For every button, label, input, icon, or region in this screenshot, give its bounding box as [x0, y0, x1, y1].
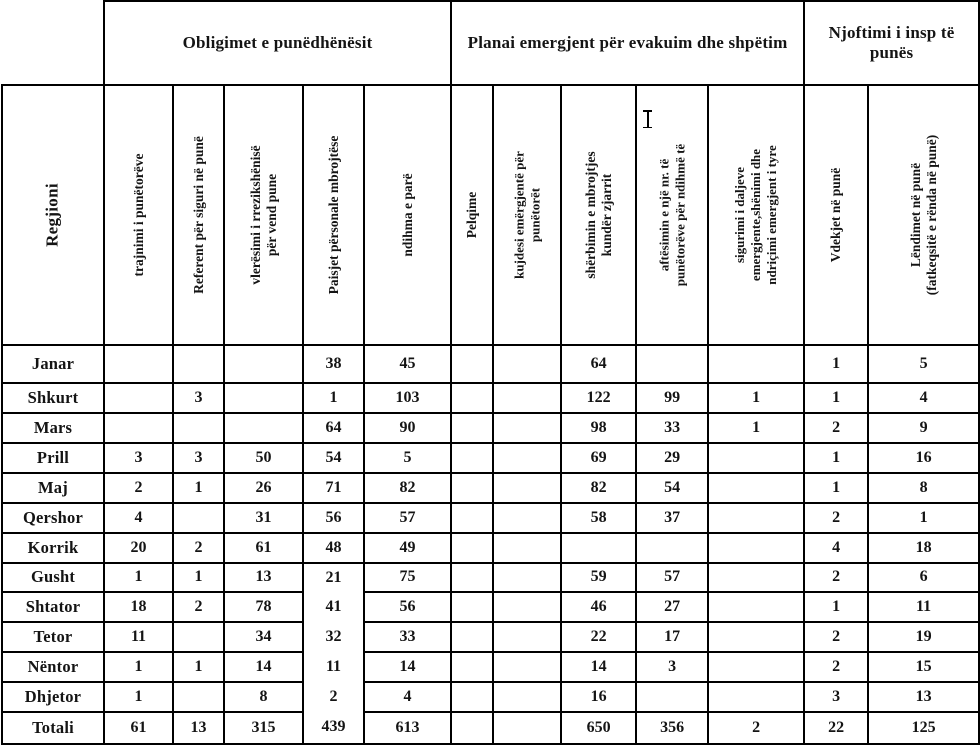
column-header-ndihma-line1: ndihma e parë — [399, 173, 415, 257]
table-cell — [493, 345, 561, 383]
table-row — [2, 682, 979, 712]
table-cell: 59 — [561, 563, 636, 593]
row-label: Prill — [2, 443, 104, 473]
row-label: Tetor — [2, 622, 104, 652]
table-cell: 46 — [561, 592, 636, 622]
column-header-referent-siguri — [173, 85, 224, 345]
table-cell: 2 — [173, 533, 224, 563]
table-row — [2, 473, 979, 503]
table-cell: 125 — [868, 712, 979, 744]
column-header-pelqime — [451, 85, 493, 345]
table-cell — [104, 345, 173, 383]
table-cell — [173, 622, 224, 652]
table-cell: 650 — [561, 712, 636, 744]
table-cell — [493, 473, 561, 503]
table-cell: 2 — [303, 682, 364, 712]
table-cell: 14 — [561, 652, 636, 682]
table-row — [2, 413, 979, 443]
table-cell — [708, 622, 804, 652]
table-cell — [224, 413, 303, 443]
table-cell: 61 — [104, 712, 173, 744]
table-cell: 13 — [224, 563, 303, 593]
table-cell: 1 — [173, 563, 224, 593]
row-label: Janar — [2, 345, 104, 383]
table-cell: 58 — [561, 503, 636, 533]
table-cell: 439 — [303, 712, 364, 744]
table-cell: 33 — [636, 413, 708, 443]
row-label: Mars — [2, 413, 104, 443]
table-cell: 1 — [104, 652, 173, 682]
row-label: Dhjetor — [2, 682, 104, 712]
table-cell: 34 — [224, 622, 303, 652]
table-cell: 32 — [303, 622, 364, 652]
row-label: Korrik — [2, 533, 104, 563]
table-cell — [451, 413, 493, 443]
table-cell: 3 — [173, 443, 224, 473]
table-cell: 8 — [224, 682, 303, 712]
table-head — [2, 1, 979, 345]
table-row — [2, 533, 979, 563]
column-header-sigurimi-line2: emergjente,shënimi dhe — [748, 148, 764, 282]
table-cell — [224, 383, 303, 413]
group-header-corner-blank — [2, 1, 104, 85]
table-row — [2, 712, 979, 744]
table-cell: 13 — [868, 682, 979, 712]
table-cell: 4 — [364, 682, 451, 712]
table-cell: 2 — [104, 473, 173, 503]
table-cell: 1 — [173, 652, 224, 682]
table-cell — [451, 503, 493, 533]
column-header-trajnimi-line1: trajnimi i punëtorëve — [130, 153, 146, 277]
table-cell: 2 — [804, 413, 868, 443]
table-cell: 19 — [868, 622, 979, 652]
column-header-paisjet-mbrojtese — [303, 85, 364, 345]
table-cell — [451, 712, 493, 744]
table-cell: 2 — [173, 592, 224, 622]
column-header-vleresimi-line1: vlerësimi i rrezikshënisë — [247, 145, 263, 285]
table-cell: 22 — [561, 622, 636, 652]
row-label: Nëntor — [2, 652, 104, 682]
table-cell: 9 — [868, 413, 979, 443]
table-cell: 98 — [561, 413, 636, 443]
table-cell: 31 — [224, 503, 303, 533]
table-cell: 37 — [636, 503, 708, 533]
table-cell: 11 — [868, 592, 979, 622]
table-cell: 82 — [364, 473, 451, 503]
table-cell: 56 — [364, 592, 451, 622]
table-cell: 78 — [224, 592, 303, 622]
table-cell: 2 — [708, 712, 804, 744]
table-cell — [104, 383, 173, 413]
table-cell: 15 — [868, 652, 979, 682]
column-header-vleresimi-line2: për vend pune — [263, 173, 279, 257]
table-cell — [451, 592, 493, 622]
column-header-sherbimi-line1: shërbimin e mbrojtjes — [582, 151, 598, 279]
table-cell: 3 — [636, 652, 708, 682]
table-cell — [173, 345, 224, 383]
table-cell: 22 — [804, 712, 868, 744]
group-header-inspectorate-notice: Njoftimi i insp të punës — [804, 1, 979, 85]
table-row — [2, 622, 979, 652]
table-cell: 29 — [636, 443, 708, 473]
table-row — [2, 563, 979, 593]
column-header-vleresimi-rrezikshmerise — [224, 85, 303, 345]
table-cell: 11 — [104, 622, 173, 652]
table-cell: 20 — [104, 533, 173, 563]
table-cell: 69 — [561, 443, 636, 473]
table-cell: 82 — [561, 473, 636, 503]
column-header-kujdesi-line1: kujdesi emërgjentë për — [511, 151, 527, 279]
table-cell — [708, 682, 804, 712]
table-cell: 1 — [708, 383, 804, 413]
table-cell: 1 — [104, 563, 173, 593]
table-cell: 8 — [868, 473, 979, 503]
table-cell — [708, 652, 804, 682]
table-row — [2, 503, 979, 533]
column-header-kujdesi-emergjente — [493, 85, 561, 345]
table-row — [2, 592, 979, 622]
table-cell — [561, 533, 636, 563]
table-cell — [451, 473, 493, 503]
table-cell — [708, 533, 804, 563]
column-header-pelqime-line1: Pelqime — [463, 191, 479, 239]
table-cell: 57 — [636, 563, 708, 593]
row-label: Shkurt — [2, 383, 104, 413]
table-cell — [451, 533, 493, 563]
table-cell: 33 — [364, 622, 451, 652]
table-row — [2, 652, 979, 682]
column-header-ndihma-e-pare — [364, 85, 451, 345]
table-cell: 54 — [636, 473, 708, 503]
table-cell — [493, 443, 561, 473]
table-cell — [708, 503, 804, 533]
table-cell — [173, 413, 224, 443]
table-cell: 64 — [303, 413, 364, 443]
table-cell — [636, 533, 708, 563]
table-cell: 90 — [364, 413, 451, 443]
column-header-lendimet — [868, 85, 979, 345]
column-header-row — [2, 85, 979, 345]
table-cell: 1 — [708, 413, 804, 443]
table-cell — [493, 503, 561, 533]
column-header-sherbimi-zjarrit — [561, 85, 636, 345]
table-cell: 4 — [804, 533, 868, 563]
table-cell: 27 — [636, 592, 708, 622]
table-cell: 56 — [303, 503, 364, 533]
table-cell: 1 — [804, 592, 868, 622]
column-header-sigurimi-daljeve — [708, 85, 804, 345]
table-cell: 41 — [303, 592, 364, 622]
table-cell — [451, 345, 493, 383]
table-cell: 16 — [561, 682, 636, 712]
table-cell: 356 — [636, 712, 708, 744]
table-row — [2, 345, 979, 383]
table-cell — [451, 383, 493, 413]
group-header-obligations: Obligimet e punëdhënësit — [104, 1, 451, 85]
table-cell: 64 — [561, 345, 636, 383]
table-cell: 4 — [104, 503, 173, 533]
table-cell: 21 — [303, 563, 364, 593]
column-header-trajnimi — [104, 85, 173, 345]
table-cell: 17 — [636, 622, 708, 652]
table-cell — [493, 622, 561, 652]
table-cell — [493, 563, 561, 593]
column-header-aftesimin-line2: punëtorëve për ndihmë të — [672, 143, 688, 287]
table-cell: 45 — [364, 345, 451, 383]
table-cell: 613 — [364, 712, 451, 744]
table-cell: 49 — [364, 533, 451, 563]
table-cell: 2 — [804, 622, 868, 652]
table-cell — [173, 503, 224, 533]
table-cell — [173, 682, 224, 712]
table-cell: 48 — [303, 533, 364, 563]
table-cell: 18 — [868, 533, 979, 563]
table-cell: 1 — [173, 473, 224, 503]
table-cell — [493, 533, 561, 563]
table-cell: 11 — [303, 652, 364, 682]
table-cell: 1 — [804, 345, 868, 383]
table-cell — [708, 592, 804, 622]
row-label: Qershor — [2, 503, 104, 533]
table-row — [2, 383, 979, 413]
table-cell — [493, 413, 561, 443]
column-header-region — [2, 85, 104, 345]
table-cell: 2 — [804, 503, 868, 533]
table-cell — [708, 345, 804, 383]
table-row — [2, 443, 979, 473]
table-cell: 16 — [868, 443, 979, 473]
column-header-paisjet-line1: Paisjet përsonale mbrojtëse — [325, 135, 341, 295]
table-cell — [708, 443, 804, 473]
column-header-kujdesi-line2: punëtorët — [527, 187, 543, 243]
row-label: Gusht — [2, 563, 104, 593]
table-cell: 122 — [561, 383, 636, 413]
table-cell: 71 — [303, 473, 364, 503]
column-header-vdekjet — [804, 85, 868, 345]
table-cell — [636, 345, 708, 383]
table-cell: 61 — [224, 533, 303, 563]
table-cell: 14 — [364, 652, 451, 682]
table-cell: 1 — [804, 443, 868, 473]
column-header-region-label: Regjioni — [42, 183, 62, 247]
table-cell: 57 — [364, 503, 451, 533]
row-label: Totali — [2, 712, 104, 744]
table-cell: 75 — [364, 563, 451, 593]
table-cell: 54 — [303, 443, 364, 473]
column-header-referent-siguri-line1: Referent për siguri në punë — [190, 136, 206, 294]
table-cell — [451, 563, 493, 593]
table-cell: 3 — [804, 682, 868, 712]
table-cell: 3 — [173, 383, 224, 413]
table-cell: 50 — [224, 443, 303, 473]
table-cell — [451, 443, 493, 473]
table-cell: 38 — [303, 345, 364, 383]
table-cell — [708, 563, 804, 593]
table-cell — [493, 652, 561, 682]
table-cell: 18 — [104, 592, 173, 622]
table-cell: 103 — [364, 383, 451, 413]
table-cell: 315 — [224, 712, 303, 744]
table-cell — [493, 682, 561, 712]
table-cell — [493, 592, 561, 622]
column-header-sherbimi-line2: kundër zjarrit — [598, 173, 614, 257]
table-cell: 1 — [868, 503, 979, 533]
table-cell: 99 — [636, 383, 708, 413]
table-cell: 5 — [364, 443, 451, 473]
table-cell: 2 — [804, 563, 868, 593]
table-cell — [493, 383, 561, 413]
table-cell: 5 — [868, 345, 979, 383]
column-header-sigurimi-line1: sigurimi i daljeve — [732, 166, 748, 264]
group-header-emergency-plan: Planai emergjent për evakuim dhe shpëtim — [451, 1, 804, 85]
column-header-vdekjet-line1: Vdekjet në punë — [827, 167, 843, 263]
table-cell: 1 — [104, 682, 173, 712]
table-body — [2, 345, 979, 744]
table-cell: 26 — [224, 473, 303, 503]
table-cell — [451, 652, 493, 682]
table-cell — [451, 622, 493, 652]
table-cell: 14 — [224, 652, 303, 682]
row-label: Maj — [2, 473, 104, 503]
column-header-aftesimin-line1: aftësimin e një nr. të — [656, 158, 672, 272]
column-header-lendimet-line1: Lëndimet në punë — [907, 162, 923, 268]
table-cell — [104, 413, 173, 443]
table-cell — [451, 682, 493, 712]
table-cell: 1 — [804, 473, 868, 503]
column-header-aftesimin-ndihme — [636, 85, 708, 345]
table-cell: 4 — [868, 383, 979, 413]
table-cell — [224, 345, 303, 383]
column-header-sigurimi-line3: ndriçimi emergjent i tyre — [763, 145, 779, 285]
group-header-row — [2, 1, 979, 85]
table-cell: 13 — [173, 712, 224, 744]
table-cell: 2 — [804, 652, 868, 682]
occupational-safety-table — [1, 0, 980, 745]
row-label: Shtator — [2, 592, 104, 622]
column-header-lendimet-line2: (fatkeqsitë e rënda në punë) — [923, 134, 939, 296]
table-cell: 1 — [804, 383, 868, 413]
table-cell: 3 — [104, 443, 173, 473]
table-cell — [708, 473, 804, 503]
table-cell — [493, 712, 561, 744]
table-cell — [636, 682, 708, 712]
table-cell: 6 — [868, 563, 979, 593]
table-cell: 1 — [303, 383, 364, 413]
